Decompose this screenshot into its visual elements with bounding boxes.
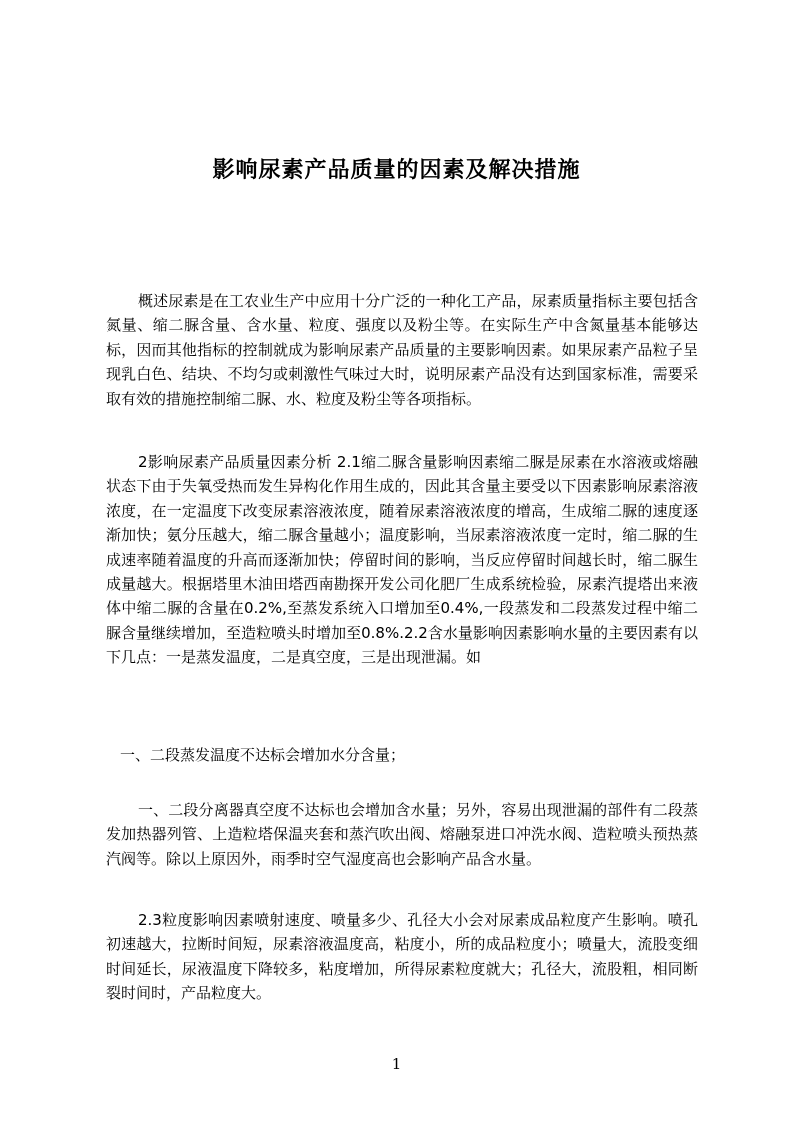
page-number: 1 <box>391 1055 402 1073</box>
paragraph-particle-size: 2.3粒度影响因素喷射速度、喷量多少、孔径大小会对尿素成品粒度产生影响。喷孔初速越大，拉断时间短，尿素溶液温度高，粘度小，所的成品粒度小；喷量大，流股变细时间延长，尿液温度下降较多，粘度增加，所得尿素粒度就大；孔径大，流股粗，相同断裂时间时，产品粒度大。 <box>106 911 698 1003</box>
paragraph-biuret-and-water: 2影响尿素产品质量因素分析 2.1缩二脲含量影响因素缩二脲是尿素在水溶液或熔融状态下由于失氧受热而发生异构化作用生成的，因此其含量主要受以下因素影响尿素溶液浓度，在一定温度下改变尿素溶液浓度，随着尿素溶液浓度的增高，生成缩二脲的速度逐渐加快；氨分压越大，缩二脲含量越小；温度影响，当尿素溶液浓度一定时，缩二脲的生成速率随着温度的升高而逐渐加快；停留时间的影响，当反应停留时间越长时，缩二脲生成量越大。根据塔里木油田塔西南勘探开发公司化肥厂生成系统检验，尿素汽提塔出来液体中缩二脲的含量在0.2%,至蒸发系统入口增加至0.4%,一段蒸发和二段蒸发过程中缩二脲含量继续增加，至造粒喷头时增加至0.8%.2.2含水量影响因素影响水量的主要因素有以下几点：一是蒸发温度，二是真空度，三是出现泄漏。如 <box>106 453 698 667</box>
paragraph-overview: 概述尿素是在工农业生产中应用十分广泛的一种化工产品，尿素质量指标主要包括含氮量、缩二脲含量、含水量、粒度、强度以及粉尘等。在实际生产中含氮量基本能够达标，因而其他指标的控制就成为影响尿素产品质量的主要影响因素。如果尿素产品粒子呈现乳白色、结块、不均匀或刺激性气味过大时，说明尿素产品没有达到国家标准，需要采取有效的措施控制缩二脲、水、粒度及粉尘等各项指标。 <box>106 292 698 408</box>
paragraph-separator-vacuum: 一、二段分离器真空度不达标也会增加含水量；另外，容易出现泄漏的部件有二段蒸发加热器列管、上造粒塔保温夹套和蒸汽吹出阀、熔融泵进口冲洗水阀、造粒喷头预热蒸汽阀等。除以上原因外，雨季时空气湿度高也会影响产品含水量。 <box>106 801 698 868</box>
document-title: 影响尿素产品质量的因素及解决措施 <box>212 157 581 183</box>
paragraph-evaporation-temperature: 一、二段蒸发温度不达标会增加水分含量； <box>120 746 406 764</box>
